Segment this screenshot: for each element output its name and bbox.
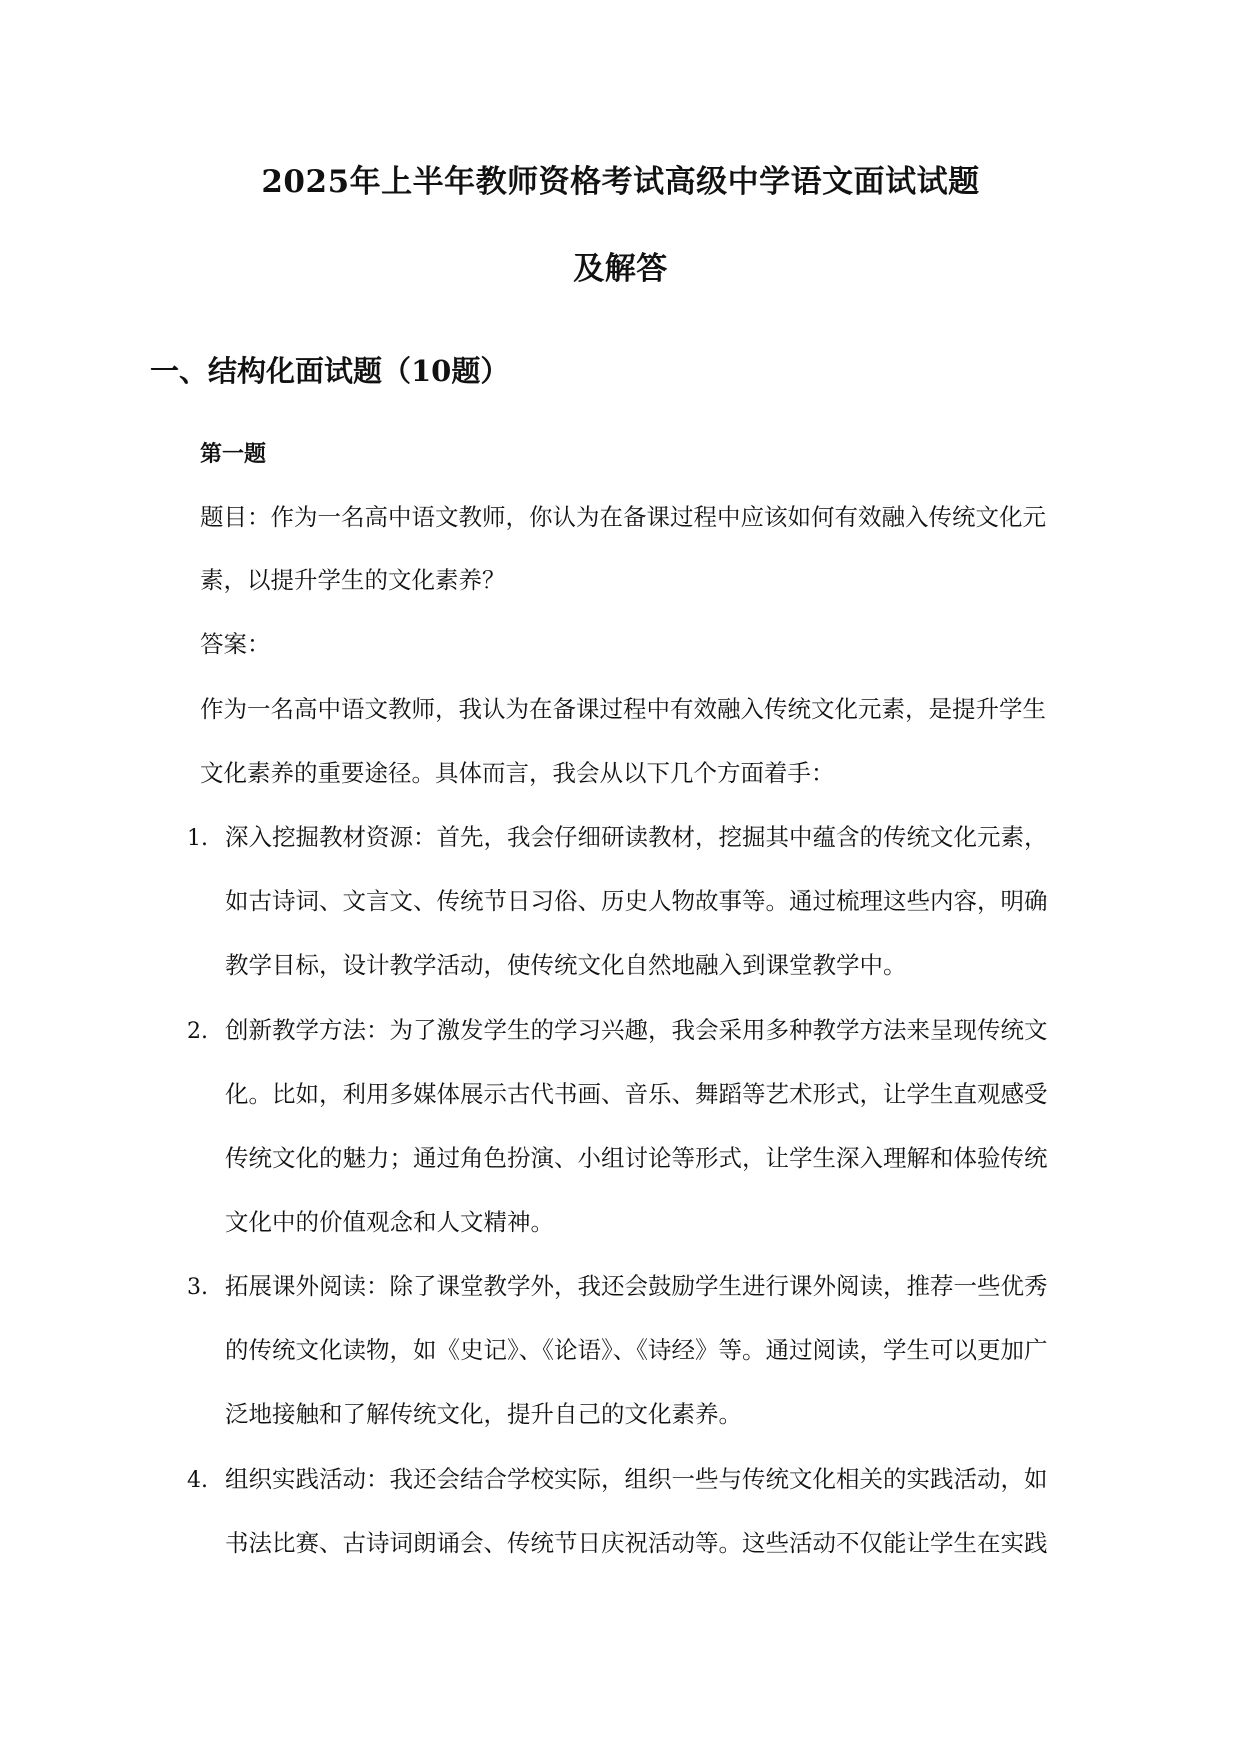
question-text-line: 题目：作为一名高中语文教师，你认为在备课过程中应该如何有效融入传统文化元 — [200, 503, 1046, 531]
list-item-line: 传统文化的魅力；通过角色扮演、小组讨论等形式，让学生深入理解和体验传统 — [225, 1144, 1048, 1172]
list-item-line: 泛地接触和了解传统文化，提升自己的文化素养。 — [225, 1400, 742, 1428]
list-item-number: 1. — [187, 826, 208, 851]
list-item-line: 化。比如，利用多媒体展示古代书画、音乐、舞蹈等艺术形式，让学生直观感受 — [225, 1080, 1048, 1108]
list-item-line: 创新教学方法：为了激发学生的学习兴趣，我会采用多种教学方法来呈现传统文 — [225, 1016, 1048, 1044]
section-heading: 一、结构化面试题（10题） — [150, 354, 510, 388]
answer-intro-line: 作为一名高中语文教师，我认为在备课过程中有效融入传统文化元素，是提升学生 — [200, 695, 1046, 723]
list-item-line: 教学目标，设计教学活动，使传统文化自然地融入到课堂教学中。 — [225, 951, 907, 979]
list-item-line: 如古诗词、文言文、传统节日习俗、历史人物故事等。通过梳理这些内容，明确 — [225, 887, 1048, 915]
list-item-line: 文化中的价值观念和人文精神。 — [225, 1208, 554, 1236]
question-text-line: 素，以提升学生的文化素养？ — [200, 566, 506, 594]
list-item-number: 2. — [187, 1019, 208, 1044]
list-item-line: 拓展课外阅读：除了课堂教学外，我还会鼓励学生进行课外阅读，推荐一些优秀 — [225, 1272, 1048, 1300]
list-item-number: 4. — [187, 1468, 208, 1493]
document-title-line1: 2025年上半年教师资格考试高级中学语文面试试题 — [261, 164, 980, 200]
question-heading: 第一题 — [200, 441, 267, 467]
document-title-line2: 及解答 — [573, 251, 668, 287]
answer-intro-line: 文化素养的重要途径。具体而言，我会从以下几个方面着手： — [200, 759, 835, 787]
list-item-line: 组织实践活动：我还会结合学校实际，组织一些与传统文化相关的实践活动，如 — [225, 1465, 1048, 1493]
answer-label: 答案： — [200, 630, 271, 658]
list-item-line: 深入挖掘教材资源：首先，我会仔细研读教材，挖掘其中蕴含的传统文化元素， — [225, 823, 1048, 851]
list-item-number: 3. — [187, 1275, 208, 1300]
list-item-line: 书法比赛、古诗词朗诵会、传统节日庆祝活动等。这些活动不仅能让学生在实践 — [225, 1529, 1048, 1557]
list-item-line: 的传统文化读物，如《史记》、《论语》、《诗经》等。通过阅读，学生可以更加广 — [225, 1336, 1048, 1364]
